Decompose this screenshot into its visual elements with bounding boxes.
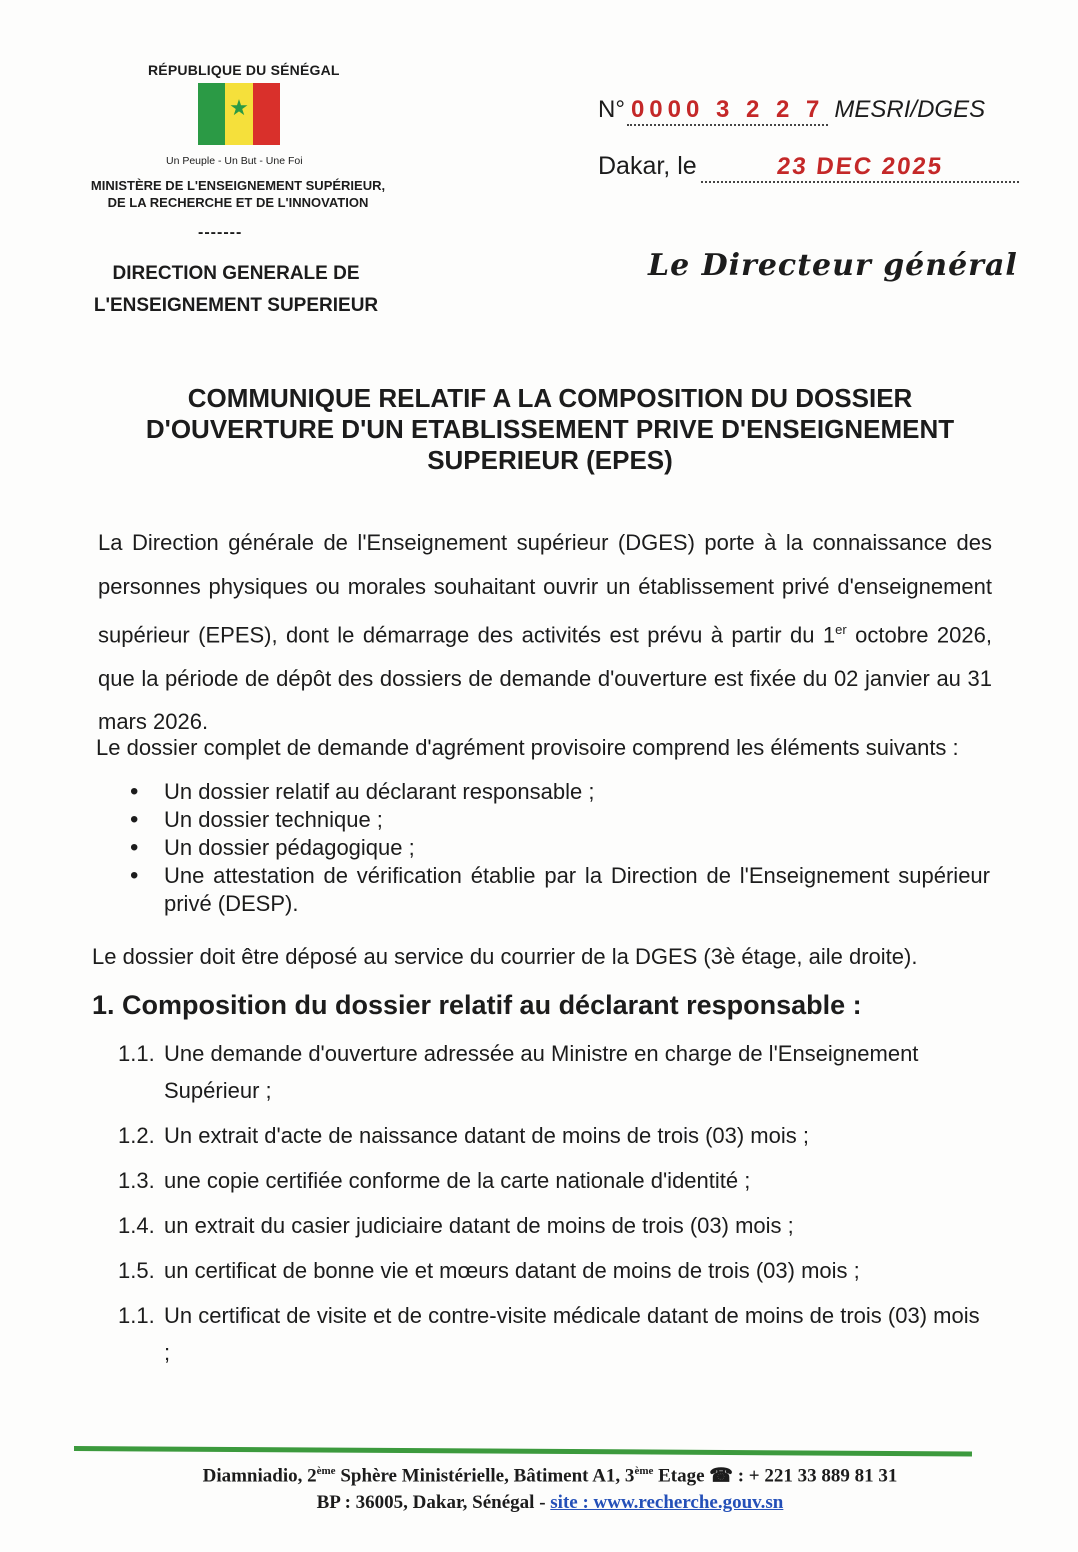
item-text: Un certificat de visite et de contre-visite médicale datant de moins de trois (03) mois ; [164,1303,980,1365]
flag-yellow-band [225,83,252,145]
list-item: • Un dossier relatif au déclarant responsable ; [130,778,990,806]
item-number: 1.2. [118,1123,155,1148]
file-contents-intro: Le dossier complet de demande d'agrément provisoire comprend les éléments suivants : [96,735,959,760]
item-number: 1.1. [118,1303,155,1328]
date-stamp: 23 DEC 2025 [775,153,945,180]
footer-divider [74,1446,972,1456]
item-number: 1.3. [118,1168,155,1193]
intro-paragraph [98,521,992,744]
footer-superscript: ème [634,1465,654,1477]
list-item [118,1035,988,1109]
intro-paragraph-part-2: octobre 2026, que la période de dépôt des dossiers de demande d'ouverture est fixée du 02 janvier au 31 mars 2026. [98,622,992,735]
intro-paragraph-part-1: La Direction générale de l'Enseignement supérieur (DGES) porte à la connaissance des personnes physiques ou morales souhaitant ouvrir un établissement privé d'enseignement supérieur (EPES), dont le démarrage des activités est prévu à partir du 1 [98,530,992,648]
item-number: 1.5. [118,1258,155,1283]
date-line [598,152,1019,183]
item-number: 1.4. [118,1213,155,1238]
list-item [118,1207,988,1244]
reference-number-stamp: 0000 3 2 2 7 [627,96,828,126]
date-field [701,152,1019,183]
item-text: un certificat de bonne vie et mœurs datant de moins de trois (03) mois ; [164,1258,860,1283]
republic-heading: RÉPUBLIQUE DU SÉNÉGAL [148,62,340,78]
footer-address [120,1458,980,1516]
flag-star-icon: ★ [229,95,249,120]
senegal-flag-icon [198,83,280,145]
list-item [118,1117,988,1154]
footer-text: Diamniadio, 2 [202,1465,317,1487]
website-link[interactable]: site : www.recherche.gouv.sn [550,1492,784,1514]
footer-line-1 [120,1458,980,1489]
section-1-heading: 1. Composition du dossier relatif au déclarant responsable : [92,990,862,1020]
document-title: COMMUNIQUE RELATIF A LA COMPOSITION DU DOSSIER D'OUVERTURE D'UN ETABLISSEMENT PRIVE D'ENSEIGNEMENT SUPERIEUR (EPES) [145,383,955,475]
item-text: Un extrait d'acte de naissance datant de moins de trois (03) mois ; [164,1123,809,1148]
list-item [118,1162,988,1199]
list-item [118,1297,988,1371]
ministry-line-2: DE LA RECHERCHE ET DE L'INNOVATION [107,195,369,210]
footer-superscript: ème [316,1465,336,1477]
list-item: • Un dossier pédagogique ; [130,834,990,862]
reference-line [598,96,985,126]
ministry-name [70,177,406,211]
deposit-instruction: Le dossier doit être déposé au service du courrier de la DGES (3è étage, aile droite). [92,944,918,969]
ministry-line-1: MINISTÈRE DE L'ENSEIGNEMENT SUPÉRIEUR, [90,178,386,193]
direction-line-2: L'ENSEIGNEMENT SUPERIEUR [93,295,379,316]
item-text: un extrait du casier judiciaire datant de moins de trois (03) mois ; [164,1213,794,1238]
national-motto: Un Peuple - Un But - Une Foi [166,155,303,167]
list-item: • Un dossier technique ; [130,806,990,834]
item-text: Une demande d'ouverture adressée au Ministre en charge de l'Enseignement Supérieur ; [164,1041,919,1103]
item-text: une copie certifiée conforme de la carte nationale d'identité ; [164,1168,751,1193]
direction-name [66,258,406,322]
footer-text: Sphère Ministérielle, Bâtiment A1, 3 [335,1465,635,1487]
footer-phone: Etage ☎ : + 221 33 889 81 31 [653,1465,898,1487]
header-separator: ------- [198,224,243,241]
item-number: 1.1. [118,1041,155,1066]
section-1-items [118,1035,988,1379]
footer-postal-address: BP : 36005, Dakar, Sénégal - [316,1492,551,1514]
footer-line-2 [120,1489,980,1516]
direction-line-1: DIRECTION GENERALE DE [112,263,360,284]
flag-green-band [198,83,225,145]
signatory-title: Le Directeur général [648,248,1018,283]
reference-prefix: N° [598,96,625,123]
date-prefix: Dakar, le [598,152,697,180]
flag-red-band [253,83,280,145]
list-item [118,1252,988,1289]
list-item: • Une attestation de vérification établie par la Direction de l'Enseignement supérieur privé (DESP). [130,862,990,918]
reference-suffix: MESRI/DGES [834,96,986,123]
file-components-list [130,778,990,918]
ordinal-superscript: er [835,622,847,637]
